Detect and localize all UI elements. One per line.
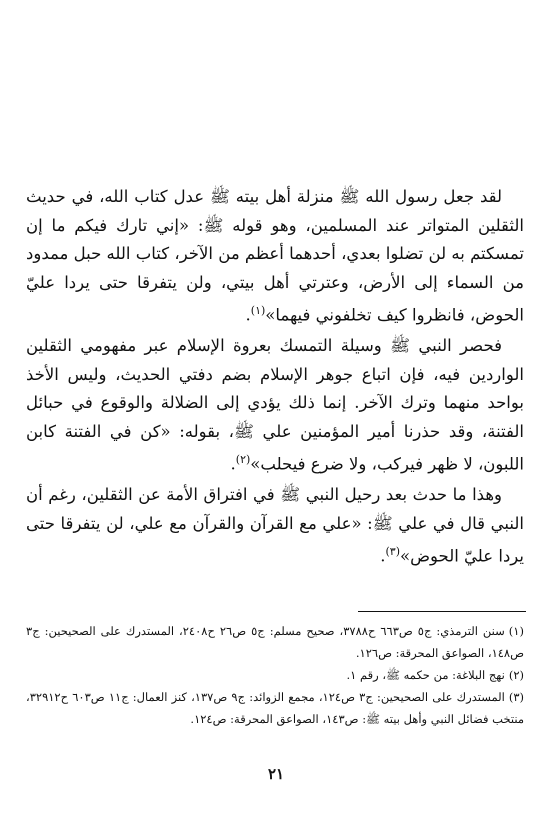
page-number: ٢١ [267,765,285,783]
footnote-3 [26,686,524,730]
footnote-number: (٢) [508,668,524,682]
footnote-ref-2: (٢) [235,453,251,466]
footnote-2 [26,664,524,686]
main-text [26,183,524,573]
footnote-number: (١) [508,624,524,638]
footnote-text: سنن الترمذي: ج٥ ص٦٦٣ ح٣٧٨٨، صحيح مسلم: ج٥ ص٢٦ ح٢٤٠٨، المستدرك على الصحيحين: ج٣ ص١٤٨، الصواعق المحرقة: ص١٢٦. [26,624,524,660]
footnote-ref-1: (١) [250,304,266,317]
paragraph-3-text: وهذا ما حدث بعد رحيل النبي ﷺ في افتراق الأمة عن الثقلين، رغم أن النبي قال في علي ﷺ: «علي مع القرآن والقرآن مع علي، لن يتفرقا حتى يردا عليّ الحوض» [26,485,524,566]
footnote-divider [358,611,526,612]
paragraph-3: وهذا ما حدث بعد رحيل النبي ﷺ في افتراق الأمة عن الثقلين، رغم أن النبي قال في علي ﷺ: «علي مع القرآن والقرآن مع علي، لن يتفرقا حتى يردا عليّ الحوض»$^{(٣)}$. [26,485,524,566]
footnote-1 [26,620,524,664]
paragraph-1-text: لقد جعل رسول الله ﷺ منزلة أهل بيته ﷺ عدل كتاب الله، في حديث الثقلين المتواتر عند المسلمين، وهو قوله ﷺ: «إني تارك فيكم ما إن تمسكتم به لن تضلوا بعدي، أحدهما أعظم من الآخر، كتاب الله حبل ممدود من السماء إلى الأرض، وعترتي أهل بيتي، ولن يتفرقا حتى يردا عليّ الحوض، فانظروا كيف تخلفوني فيهما» [26,187,524,325]
paragraph-1: لقد جعل رسول الله ﷺ منزلة أهل بيته ﷺ عدل كتاب الله، في حديث الثقلين المتواتر عند المسلمين، وهو قوله ﷺ: «إني تارك فيكم ما إن تمسكتم به لن تضلوا بعدي، أحدهما أعظم من الآخر، كتاب الله حبل ممدود من السماء إلى الأرض، وعترتي أهل بيتي، ولن يتفرقا حتى يردا عليّ الحوض، فانظروا كيف تخلفوني فيهما»$^{(١)}$. [26,187,524,325]
footnotes [26,620,524,730]
paragraph-2: فحصر النبي ﷺ وسيلة التمسك بعروة الإسلام عبر مفهومي الثقلين الواردين فيه، فإن اتباع جوهر الإسلام بضم دفتي الحديث، وليس الأخذ بواحد منهما وترك الآخر. إنما ذلك يؤدي إلى الضلالة والوقوع في حبائل الفتنة، وقد حذرنا أمير المؤمنين علي ﷺ، بقوله: «كن في الفتنة كابن اللبون، لا ظهر فيركب، ولا ضرع فيحلب»$^{(٢)}$. [26,336,524,474]
footnote-text: نهج البلاغة: من حكمه ﷺ، رقم ١. [346,668,505,682]
footnote-text: المستدرك على الصحيحين: ج٣ ص١٢٤، مجمع الزوائد: ج٩ ص١٣٧، كنز العمال: ج١١ ص٦٠٣ ح٣٢٩١٢، منتخب فضائل النبي وأهل بيته ﷺ: ص١٤٣، الصواعق المحرقة: ص١٢٤. [26,690,524,726]
footnote-number: (٣) [508,690,524,704]
footnote-ref-3: (٣) [385,545,400,558]
paragraph-2-text: فحصر النبي ﷺ وسيلة التمسك بعروة الإسلام عبر مفهومي الثقلين الواردين فيه، فإن اتباع جوهر الإسلام بضم دفتي الحديث، وليس الأخذ بواحد منهما وترك الآخر. إنما ذلك يؤدي إلى الضلالة والوقوع في حبائل الفتنة، وقد حذرنا أمير المؤمنين علي ﷺ، بقوله: «كن في الفتنة كابن اللبون، لا ظهر فيركب، ولا ضرع فيحلب» [26,336,524,474]
